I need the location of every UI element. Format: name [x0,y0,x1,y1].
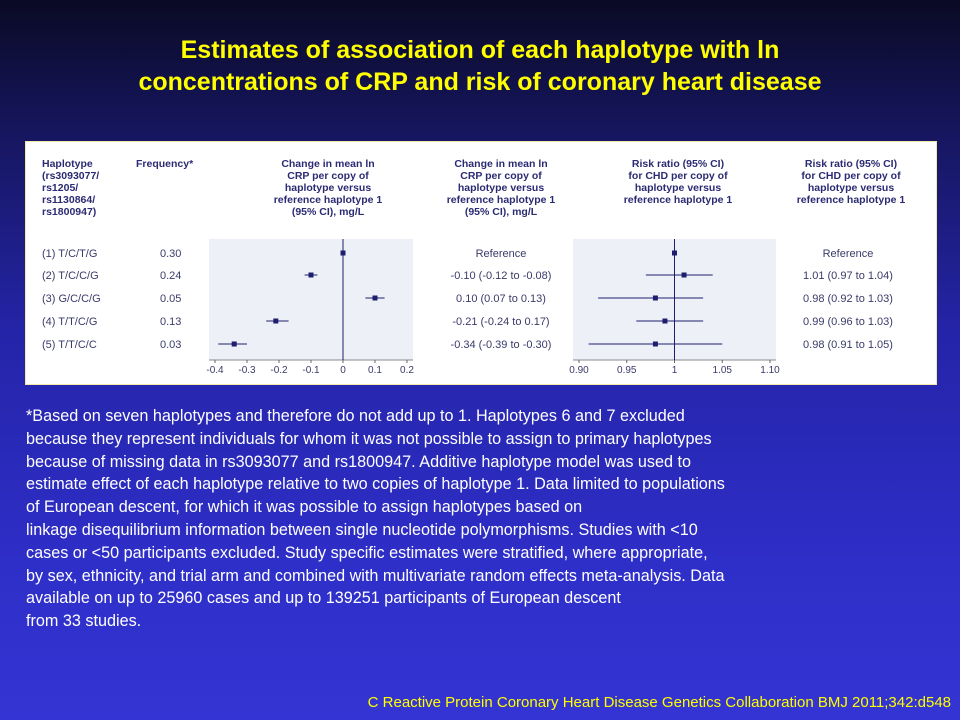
header-crp-plot: Change in mean ln [281,158,375,170]
frequency-value: 0.05 [160,293,182,305]
header-rr-text: for CHD per copy of [801,170,901,182]
footnote-line: from 33 studies. [26,612,142,631]
crp-tick-label: -0.4 [206,365,224,376]
slide-title [0,34,960,98]
header-crp-plot: haplotype versus [284,182,372,194]
footnote-line: because of missing data in rs3093077 and rs1800947. Additive haplotype model was used to [26,452,692,471]
header-crp-text: reference haplotype 1 [446,194,556,206]
header-rr-text: reference haplotype 1 [796,194,906,206]
header-haplotype: rs1130864/ [42,194,96,206]
rr-estimate-marker [672,251,677,256]
crp-estimate-marker [232,342,237,347]
rr-estimate-marker [682,273,687,278]
haplotype-label: (5) T/T/C/C [42,339,97,351]
crp-estimate-marker [273,319,278,324]
header-crp-plot: CRP per copy of [287,170,369,182]
frequency-value: 0.24 [160,270,182,282]
crp-estimate-marker [309,273,314,278]
crp-estimate-marker [341,251,346,256]
footnote-line: linkage disequilibrium information between single nucleotide polymorphisms. Studies with <10 [26,520,698,539]
header-rr-text: Risk ratio (95% CI) [804,158,898,170]
rr-tick-label: 0.95 [617,365,637,376]
header-crp-plot: reference haplotype 1 [273,194,383,206]
forest-plot-table [25,141,937,385]
crp-tick-label: -0.1 [302,365,320,376]
footnote-line: *Based on seven haplotypes and therefore do not add up to 1. Haplotypes 6 and 7 excluded [26,407,685,425]
footnote-line: available on up to 25960 cases and up to 139251 participants of European descent [26,589,621,608]
crp-tick-label: -0.3 [238,365,256,376]
footnote-line: because they represent individuals for whom it was not possible to assign to primary haplotypes [26,429,712,448]
rr-estimate-text: 0.98 (0.91 to 1.05) [803,339,893,351]
header-crp-text: CRP per copy of [460,170,542,182]
rr-estimate-text: 0.98 (0.92 to 1.03) [803,293,893,305]
header-frequency: Frequency* [136,158,194,170]
haplotype-label: (1) T/C/T/G [42,248,98,260]
haplotype-label: (4) T/T/C/G [42,316,98,328]
crp-estimate-text: Reference [475,248,527,260]
header-rr-plot: Risk ratio (95% CI) [631,158,725,170]
crp-plot-area [209,239,413,360]
rr-tick-label: 0.90 [569,365,589,376]
crp-estimate-text: -0.10 (-0.12 to -0.08) [450,270,552,282]
footnote [26,405,951,633]
header-crp-text: Change in mean ln [454,158,548,170]
rr-estimate-marker [662,319,667,324]
rr-tick-label: 1.10 [760,365,780,376]
rr-estimate-text: 0.99 (0.96 to 1.03) [803,316,893,328]
rr-tick-label: 1.05 [712,365,732,376]
header-haplotype: Haplotype [42,158,93,170]
haplotype-label: (2) T/C/C/G [42,270,99,282]
slide-title-line-1: Estimates of association of each haplotype with ln [180,36,780,64]
crp-estimate-text: -0.34 (-0.39 to -0.30) [450,339,552,351]
header-haplotype: (rs3093077/ [42,170,100,182]
crp-tick-label: 0 [340,365,346,376]
haplotype-label: (3) G/C/C/G [42,293,101,305]
rr-estimate-marker [653,296,658,301]
frequency-value: 0.03 [160,339,182,351]
footnote-line: of European descent, for which it was possible to assign haplotypes based on [26,498,583,517]
crp-estimate-text: 0.10 (0.07 to 0.13) [456,293,546,305]
header-crp-text: (95% CI), mg/L [464,206,538,218]
header-crp-text: haplotype versus [457,182,545,194]
rr-tick-label: 1 [671,365,678,376]
slide-title-line-2: concentrations of CRP and risk of coronary heart disease [138,68,822,96]
header-rr-text: haplotype versus [807,182,895,194]
footnote-line: estimate effect of each haplotype relative to two copies of haplotype 1. Data limited to populations [26,475,725,494]
header-rr-plot: reference haplotype 1 [623,194,733,206]
frequency-value: 0.30 [160,248,182,260]
footnote-line: by sex, ethnicity, and trial arm and combined with multivariate random effects meta-analysis. Data [26,566,725,585]
crp-tick-label: 0.2 [400,365,414,376]
header-rr-plot: for CHD per copy of [628,170,728,182]
rr-estimate-text: Reference [822,248,874,260]
rr-estimate-text: 1.01 (0.97 to 1.04) [803,270,893,282]
crp-estimate-text: -0.21 (-0.24 to 0.17) [452,316,550,328]
header-crp-plot: (95% CI), mg/L [291,206,365,218]
header-rr-plot: haplotype versus [634,182,722,194]
rr-estimate-marker [653,342,658,347]
forest-plot-svg [26,142,936,384]
header-haplotype: rs1800947) [42,206,97,218]
citation: C Reactive Protein Coronary Heart Disease Genetics Collaboration BMJ 2011;342:d548 [367,694,951,711]
crp-tick-label: 0.1 [368,365,382,376]
crp-estimate-marker [373,296,378,301]
header-haplotype: rs1205/ [42,182,79,194]
footnote-line: cases or <50 participants excluded. Study specific estimates were stratified, where appropriate, [26,543,708,562]
frequency-value: 0.13 [160,316,182,328]
crp-tick-label: -0.2 [270,365,288,376]
